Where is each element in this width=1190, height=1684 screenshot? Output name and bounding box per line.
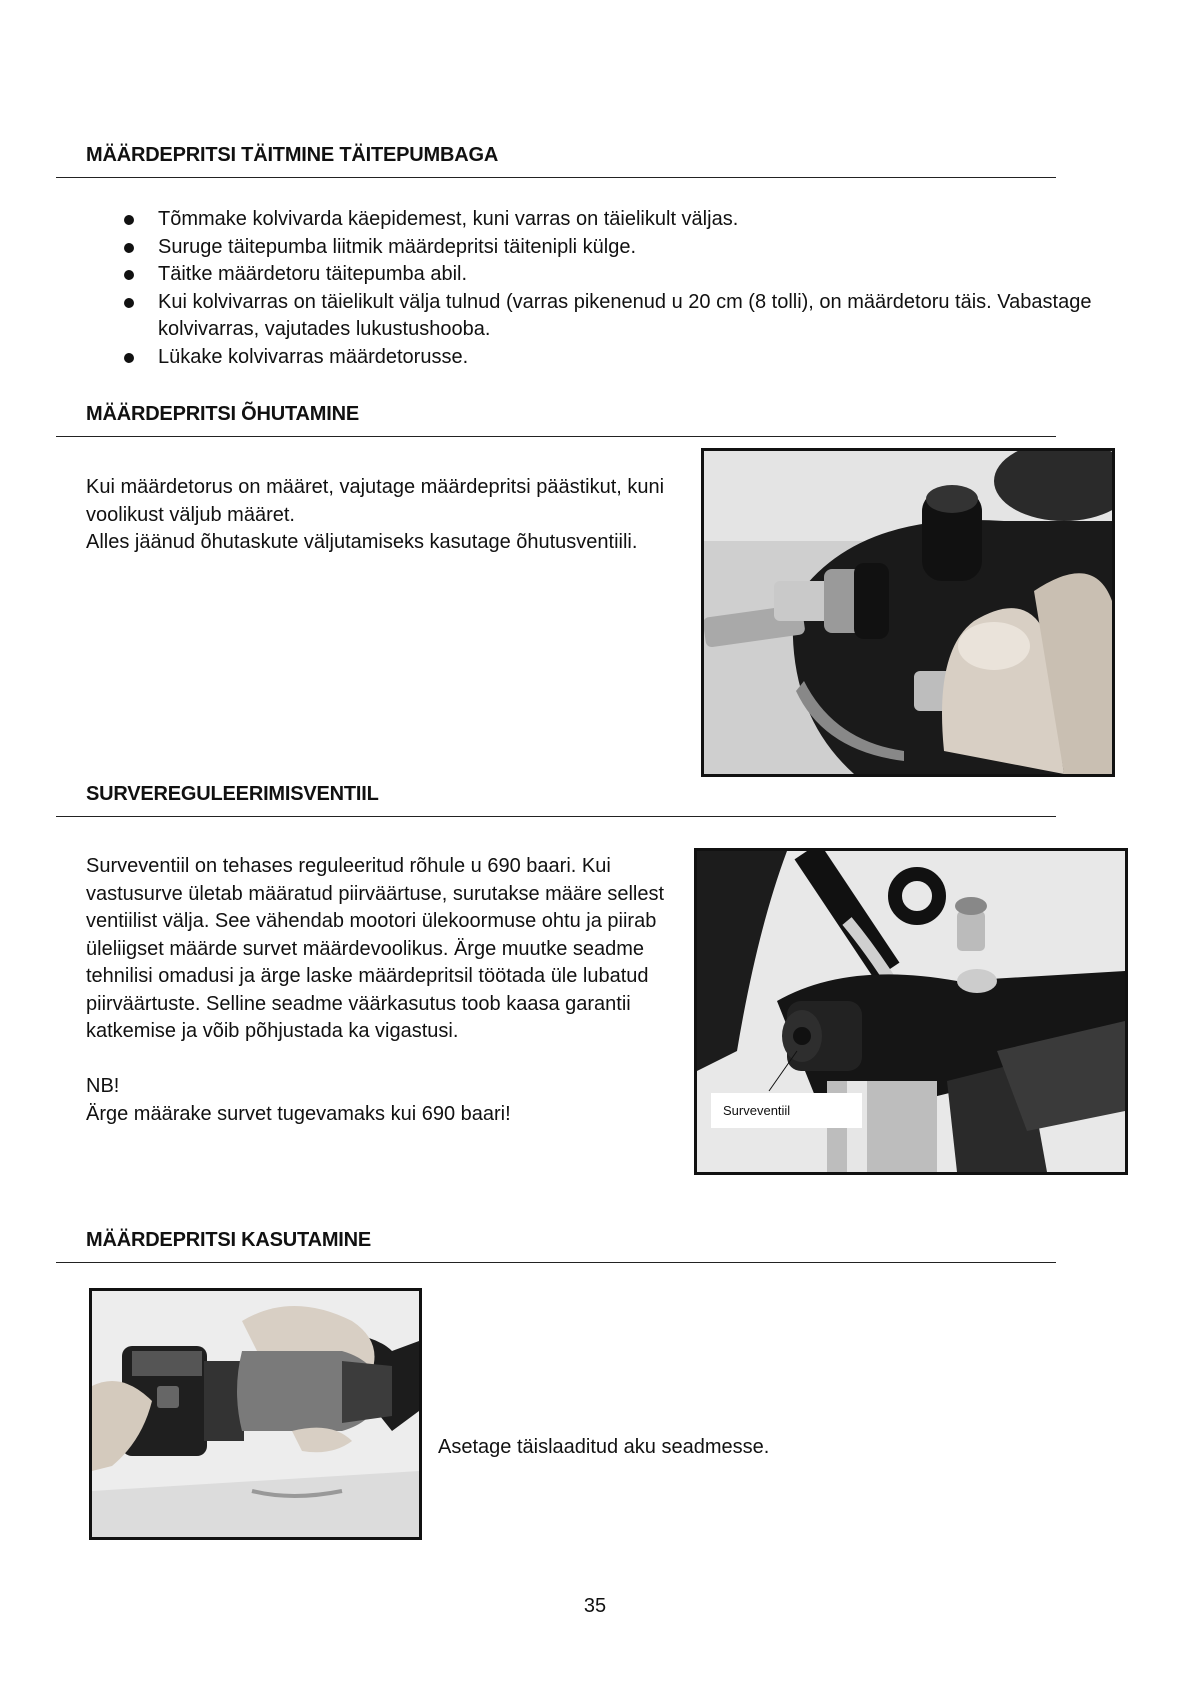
section-heading-filling: MÄÄRDEPRITSI TÄITMINE TÄITEPUMBAGA <box>86 144 499 166</box>
bullet-icon <box>124 298 134 308</box>
usage-instruction <box>438 1434 938 1462</box>
section-heading-pressure-valve: SURVEREGULEERIMISVENTIIL <box>86 783 379 805</box>
filling-steps-list <box>120 206 1100 371</box>
bullet-icon <box>124 243 134 253</box>
section-heading-bleeding: MÄÄRDEPRITSI ÕHUTAMINE <box>86 403 360 425</box>
section-divider <box>56 177 1056 178</box>
list-item-text: Kui kolvivarras on täielikult välja tulnud (varras pikenenud u 20 cm (8 tolli), on määrdetoru täis. Vabastage kolvivarras, vajutades lukustushooba. <box>158 290 1092 340</box>
warning-text: Ärge määrake survet tugevamaks kui 690 baari! <box>86 1102 511 1125</box>
list-item-text: Suruge täitepumba liitmik määrdepritsi täitenipli külge. <box>158 235 637 258</box>
pressure-valve-description <box>86 853 686 1128</box>
bullet-icon <box>124 270 134 280</box>
note-label: NB! <box>86 1075 120 1097</box>
section-divider <box>56 1262 1056 1263</box>
pressure-valve-photo <box>694 848 1128 1175</box>
bleeding-instructions <box>86 474 686 557</box>
pressure-valve-callout: Surveventiil <box>711 1093 862 1128</box>
list-item <box>120 206 1100 234</box>
list-item <box>120 261 1100 289</box>
page-number: 35 <box>583 1595 607 1617</box>
paragraph: Kui määrdetorus on määret, vajutage määrdepritsi päästikut, kuni voolikust väljub määret. <box>86 476 665 526</box>
list-item-text: Täitke määrdetoru täitepumba abil. <box>158 263 468 285</box>
battery-insert-photo <box>89 1288 422 1540</box>
list-item-text: Tõmmake kolvivarda käepidemest, kuni varras on täielikult väljas. <box>158 208 739 230</box>
list-item <box>120 344 1100 372</box>
paragraph: Surveventiil on tehases reguleeritud rõhule u 690 baari. Kui vastusurve ületab määratud piirväärtuse, surutakse määre sellest ventiilist välja. See vähendab mootori ülekoormuse ohtu ja piirab üleliigset määrde survet määrdevoolikus. Ärge muutke seadme tehnilisi omadusi ja ärge laske määrdepritsil töötada üle lubatud piirväärtuste. Selline seadme väärkasutus toob kaasa garantii katkemise ja võib põhjustada ka vigastusi. <box>86 855 665 1042</box>
list-item-text: Lükake kolvivarras määrdetorusse. <box>158 345 469 368</box>
list-item <box>120 234 1100 262</box>
section-divider <box>56 816 1056 817</box>
bullet-icon <box>124 353 134 363</box>
paragraph: Asetage täislaaditud aku seadmesse. <box>438 1436 770 1458</box>
paragraph: Alles jäänud õhutaskute väljutamiseks kasutage õhutusventiili. <box>86 531 638 553</box>
bullet-icon <box>124 215 134 225</box>
section-divider <box>56 436 1056 437</box>
bleed-valve-photo <box>701 448 1115 777</box>
section-heading-usage: MÄÄRDEPRITSI KASUTAMINE <box>86 1229 372 1251</box>
list-item <box>120 289 1100 344</box>
